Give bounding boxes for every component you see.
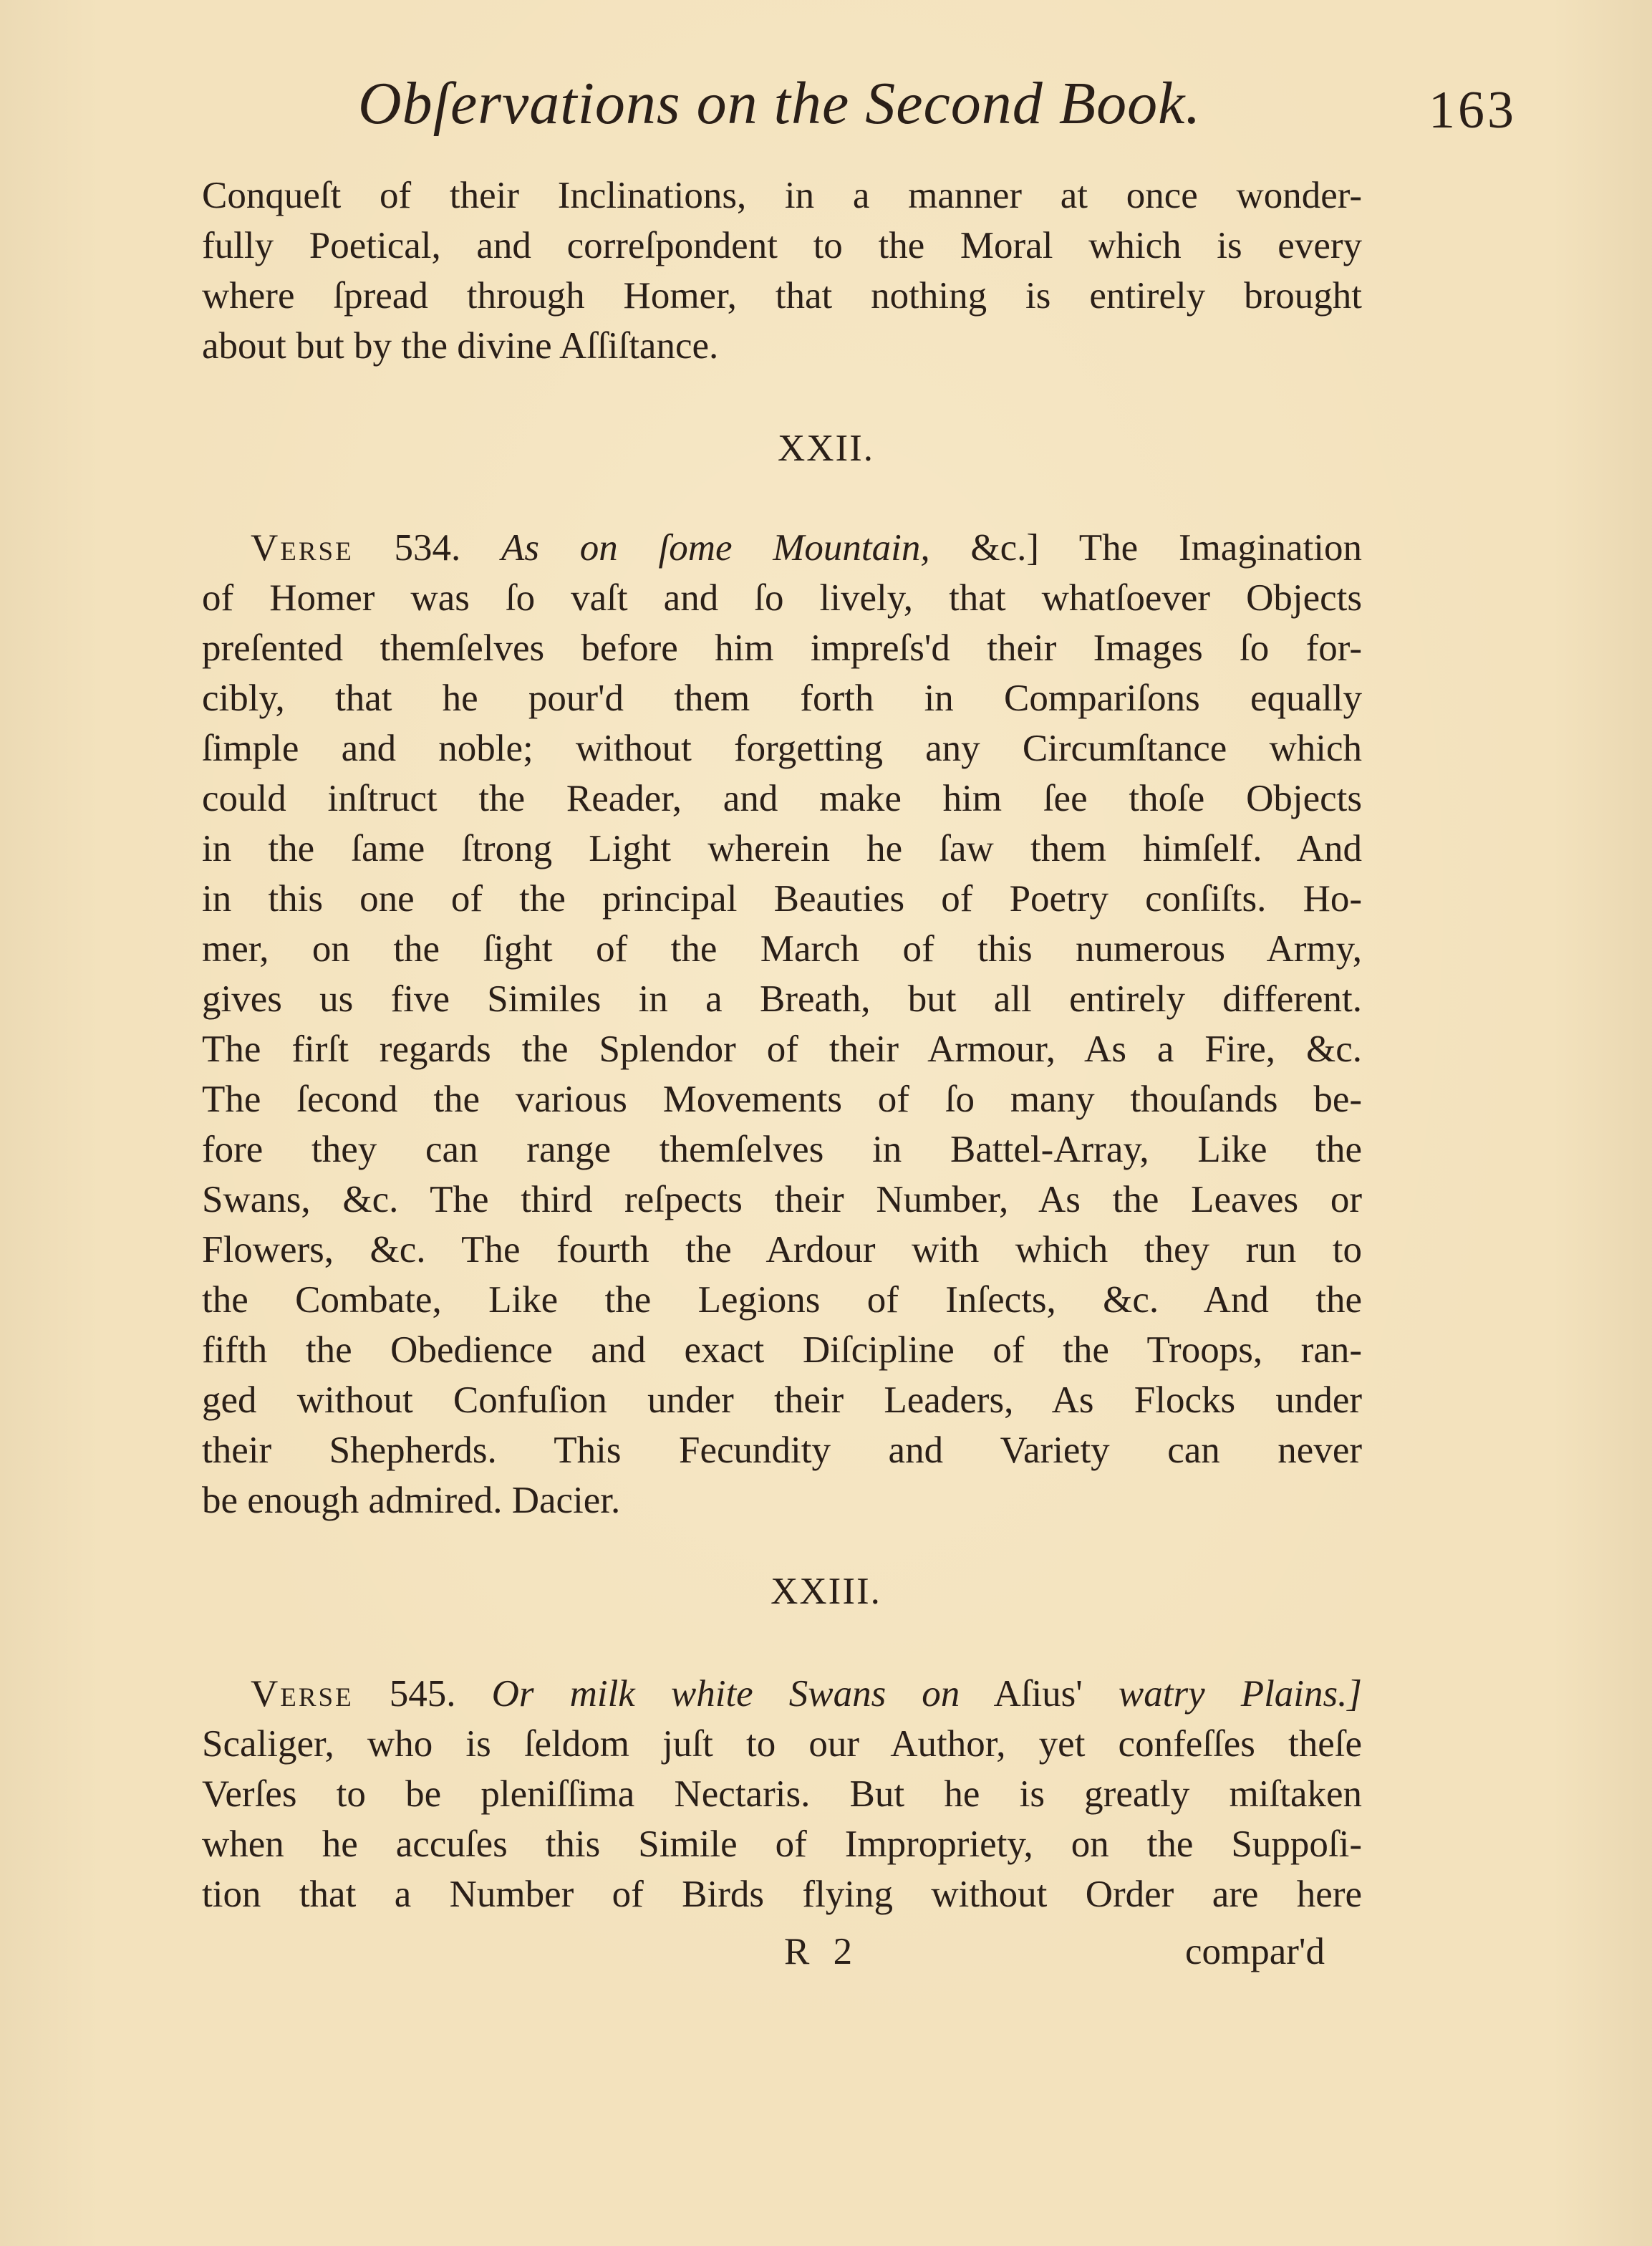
text-line: Scaliger, who is ſeldom juſt to our Author, yet confeſſes theſe (202, 1723, 1362, 1765)
verse-label: Verse (251, 527, 354, 569)
section-heading-xxiii: XXIII. (771, 1571, 881, 1612)
section-xxii-note (202, 523, 1362, 1526)
continued-paragraph (202, 170, 1362, 371)
text-line: fifth the Obedience and exact Diſcipline of the Troops, ran- (202, 1329, 1362, 1371)
lemma: Or milk white Swans on (491, 1673, 960, 1715)
text-line: The ſecond the various Movements of ſo many thouſands be- (202, 1079, 1362, 1120)
note-text: The Imagination (1078, 527, 1363, 569)
lemma-end: watry Plains.] (1118, 1673, 1363, 1715)
text-line: when he accuſes this Simile of Impropriety, on the Suppoſi- (202, 1823, 1362, 1865)
text-line: be enough admired. Dacier. (202, 1480, 621, 1521)
text-line: where ſpread through Homer, that nothing is entirely brought (202, 275, 1362, 317)
section-xxiii-note (202, 1669, 1362, 1919)
text-line: tion that a Number of Birds flying without Order are here (202, 1874, 1362, 1915)
verse-number: 545. (389, 1673, 456, 1715)
text-line: Conqueſt of their Inclinations, in a manner at once wonder- (202, 175, 1362, 216)
text-line: Verſes to be pleniſſima Nectaris. But he is greatly miſtaken (202, 1773, 1362, 1815)
text-line: cibly, that he pour'd them forth in Compariſons equally (202, 678, 1362, 719)
lemma: As on ſome Mountain, (501, 527, 930, 569)
text-line: of Homer was ſo vaſt and ſo lively, that whatſoever Objects (202, 577, 1362, 619)
text-line: ſimple and noble; without forgetting any Circumſtance which (202, 728, 1362, 769)
section-heading-xxii: XXII. (777, 428, 875, 469)
text-line: preſented themſelves before him impreſs'd their Images ſo for- (202, 627, 1362, 669)
running-head: Obſervations on the Second Book. (358, 70, 1202, 137)
text-line: The firſt regards the Splendor of their Armour, As a Fire, &c. (202, 1028, 1362, 1070)
text-line: Flowers, &c. The fourth the Ardour with which they run to (202, 1229, 1362, 1271)
text-line: their Shepherds. This Fecundity and Variety can never (202, 1430, 1362, 1471)
verse-label: Verse (251, 1673, 354, 1715)
lemma-tail: &c.] (970, 527, 1039, 569)
verse-reference-line (202, 1669, 1362, 1719)
signature-mark: R 2 (784, 1931, 860, 1972)
verse-number: 534. (394, 527, 461, 569)
text-line: in this one of the principal Beauties of Poetry conſiſts. Ho- (202, 878, 1362, 920)
page-number: 163 (1429, 81, 1517, 140)
text-line: Swans, &c. The third reſpects their Number, As the Leaves or (202, 1179, 1362, 1220)
text-line: could inſtruct the Reader, and make him ſee thoſe Objects (202, 778, 1362, 819)
text-line: fully Poetical, and correſpondent to the Moral which is every (202, 225, 1362, 266)
text-line: fore they can range themſelves in Battel-Array, Like the (202, 1129, 1362, 1170)
verse-reference-line (202, 523, 1362, 573)
text-line: gives us five Similes in a Breath, but all entirely different. (202, 978, 1362, 1020)
text-line: mer, on the ſight of the March of this numerous Army, (202, 928, 1362, 970)
text-line: about but by the divine Aſſiſtance. (202, 325, 719, 367)
lemma-name: Aſius' (993, 1673, 1083, 1715)
text-line: in the ſame ſtrong Light wherein he ſaw them himſelf. And (202, 828, 1362, 869)
catchword: compar'd (1185, 1931, 1325, 1972)
text-line: ged without Confuſion under their Leaders, As Flocks under (202, 1379, 1362, 1421)
text-line: the Combate, Like the Legions of Inſects, &c. And the (202, 1279, 1362, 1321)
